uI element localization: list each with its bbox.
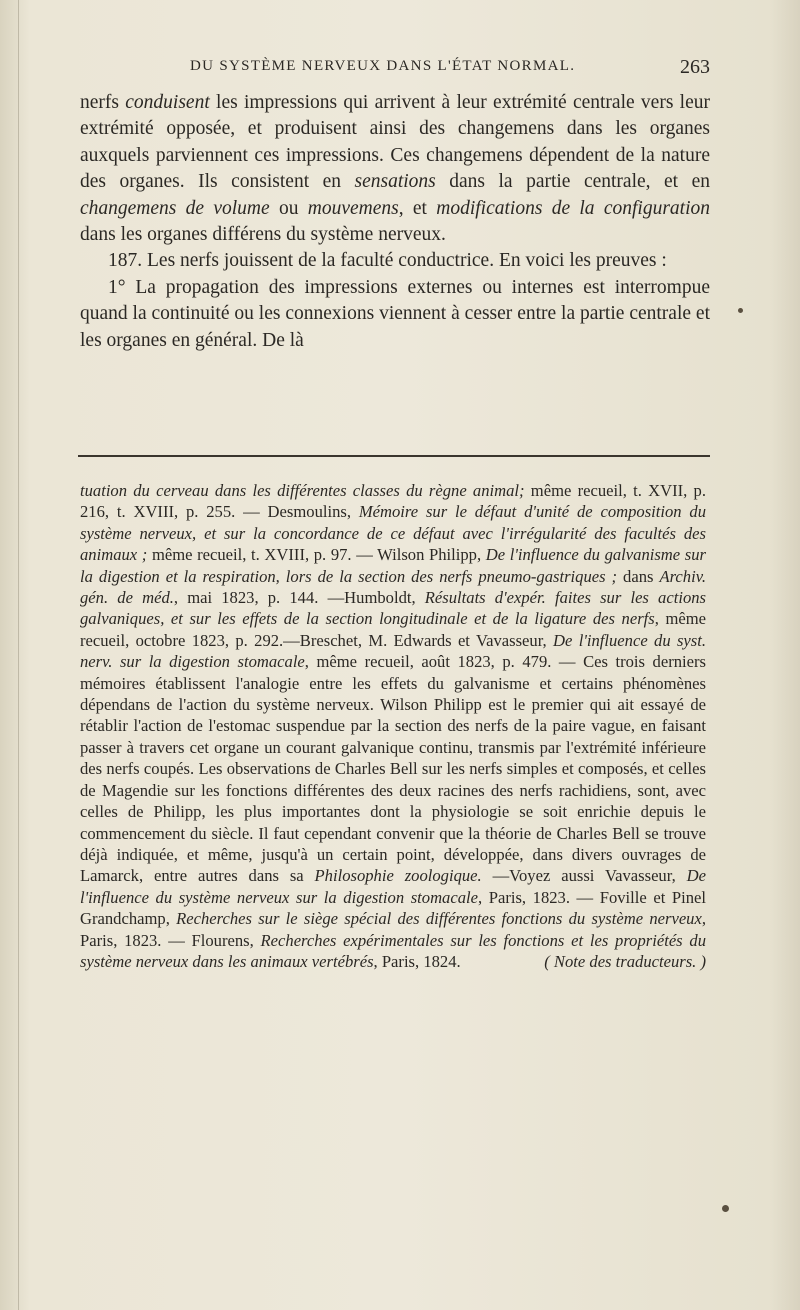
- italic-span: Résultats d'expér. faites sur les actions galvaniques, et sur les effets de la section longitudinale et de la ligature des nerfs: [80, 588, 706, 629]
- ink-spot: [738, 308, 743, 313]
- italic-span: De l'influence du galvanisme sur la digestion et la respiration, lors de la section des nerfs pneumo-gastriques ;: [80, 545, 706, 586]
- text-span: ou: [269, 197, 308, 219]
- translators-note: ( Note des traducteurs. ): [544, 951, 706, 971]
- italic-span: tuation du cerveau dans les différentes classes du règne animal;: [80, 481, 525, 500]
- italic-span: Mémoire sur le défaut d'unité de composition du système nerveux, et sur la concordance de ce défaut avec l'irrégularité des facultés des animaux ;: [80, 502, 706, 565]
- text-span: dans les organes différens du système nerveux.: [80, 224, 446, 246]
- italic-span: Philosophie zoologique.: [314, 866, 482, 886]
- footnote-text: [80, 480, 706, 972]
- paragraph-1: [80, 90, 710, 248]
- text-span: , même recueil, octobre 1823, p. 292.—Breschet, M. Edwards et Vavasseur,: [80, 609, 706, 650]
- footnote-rule: [78, 455, 710, 457]
- text-span: , Paris, 1824.: [373, 951, 461, 971]
- text-span: , mai 1823, p. 144. —Humboldt,: [173, 588, 425, 608]
- footnote: [80, 480, 706, 972]
- text-span: même recueil, t. XVII, p. 216, t. XVIII, p. 255. — Desmoulins,: [80, 481, 706, 522]
- ink-spot: [722, 1205, 729, 1212]
- text-span: —Voyez aussi Vavasseur,: [481, 866, 687, 886]
- paragraph-proof-1: 1° La propagation des impressions externes ou internes est interrompue quand la continuité ou les connexions viennent à cesser entre la partie centrale et les organes en général. De là: [80, 276, 710, 351]
- main-text: [80, 90, 710, 354]
- italic-span: De l'influence du syst. nerv. sur la digestion stomacale: [80, 630, 706, 672]
- text-span: même recueil, t. XVIII, p. 97. — Wilson Philipp,: [147, 545, 486, 565]
- text-span: dans: [617, 566, 660, 586]
- text-span: nerfs: [80, 92, 126, 113]
- italic-span: Recherches expérimentales sur les fonctions et les propriétés du système nerveux dans les animaux vertébrés: [80, 930, 706, 971]
- italic-span: De l'influence du système nerveux sur la digestion stomacale: [80, 866, 706, 907]
- text-span: les impressions qui arrivent à leur extrémité centrale vers leur extrémité opposée, et produisent ainsi des changemens dans les organes auxquels parviennent ces impressions. Ces changemens dépendent de la nature des organes. Ils consistent en: [80, 92, 711, 193]
- italic-span: modifications de la configuration: [436, 197, 711, 219]
- page-number: 263: [680, 56, 710, 78]
- text-span: , et: [398, 197, 437, 219]
- text-span: , même recueil, août 1823, p. 479. — Ces trois derniers mémoires établissent l'analogie entre les effets du galvanisme et certains phénomènes dépendans de l'action du système nerveux. Wilson Philipp est le premier qui ait essayé de rétablir l'action de l'estomac suspendue par la section des nerfs de la paire vague, en faisant passer à travers cet organe un courant galvanique continu, transmis par l'extrémité inférieure des nerfs coupés. Les observations de Charles Bell sur les nerfs simples et composés, et celles de Magendie sur les fonctions différentes des deux racines des nerfs rachidiens, sont, avec celles de Philipp, les plus importantes dont la physiologie se soit enrichie depuis le commencement du siècle. Il faut cependant convenir que la théorie de Charles Bell se trouve déjà indiquée, et même, jusqu'à un certain point, développée, dans divers ouvrages de Lamarck, entre autres dans sa: [80, 652, 706, 886]
- italic-span: conduisent: [125, 92, 210, 113]
- running-head: DU SYSTÈME NERVEUX DANS L'ÉTAT NORMAL.: [190, 58, 576, 74]
- text-span: , Paris, 1823. — Foville et Pinel Grandchamp,: [80, 887, 706, 929]
- italic-span: changemens de volume: [80, 197, 270, 219]
- italic-span: Recherches sur le siège spécial des différentes fonctions du système nerveux: [176, 909, 702, 929]
- gutter-line: [18, 0, 19, 1310]
- text-span: , Paris, 1823. — Flourens,: [80, 909, 706, 950]
- text-span: dans la partie centrale, et en: [435, 171, 710, 193]
- italic-span: Archiv. gén. de méd.: [80, 566, 706, 608]
- page-header: [80, 58, 720, 82]
- paragraph-187: 187. Les nerfs jouissent de la faculté conductrice. En voici les preuves :: [108, 250, 667, 272]
- italic-span: sensations: [354, 171, 436, 193]
- italic-span: mouvemens: [307, 197, 399, 219]
